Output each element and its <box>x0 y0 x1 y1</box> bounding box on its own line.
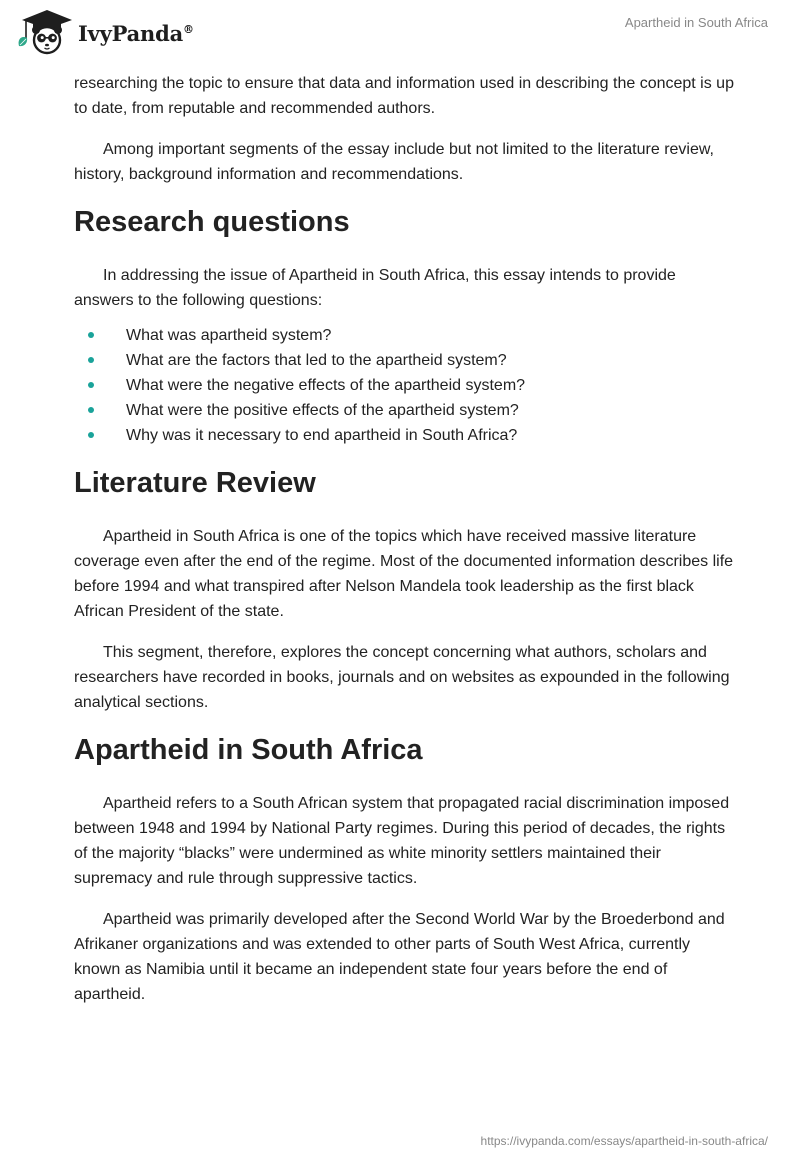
brand-name <box>78 21 194 46</box>
apartheid-paragraph-2: Apartheid was primarily developed after the Second World War by the Broederbond and Afrikaner organizations and was extended to other parts of South West Africa, currently known as Namibia until it became an independent state four years before the end of apartheid. <box>74 911 725 1003</box>
list-item-text: What were the positive effects of the apartheid system? <box>126 402 519 419</box>
source-url[interactable]: https://ivypanda.com/essays/apartheid-in-south-africa/ <box>480 1134 768 1148</box>
bullet-icon <box>88 382 94 388</box>
essay-content <box>74 71 734 1023</box>
running-title: Apartheid in South Africa <box>624 15 768 30</box>
list-item-text: Why was it necessary to end apartheid in South Africa? <box>126 427 518 444</box>
bullet-icon <box>88 332 94 338</box>
literature-review-heading: Literature Review <box>74 467 316 499</box>
bullet-icon <box>88 432 94 438</box>
list-item <box>74 423 734 448</box>
intro-paragraph-2: Among important segments of the essay include but not limited to the literature review, history, background information and recommendations. <box>74 141 714 183</box>
research-questions-heading: Research questions <box>74 206 350 238</box>
bullet-icon <box>88 407 94 413</box>
brand-name-text: IvyPanda <box>78 20 184 46</box>
bullet-icon <box>88 357 94 363</box>
list-item <box>74 348 734 373</box>
panda-graduate-icon <box>14 8 76 56</box>
list-item-text: What were the negative effects of the apartheid system? <box>126 377 526 394</box>
literature-review-paragraph-1: Apartheid in South Africa is one of the topics which have received massive literature coverage even after the end of the regime. Most of the documented information describes life before 1994 and what transpired after Nelson Mandela took leadership as the first black African President of the state. <box>74 528 734 620</box>
list-item-text: What are the factors that led to the apartheid system? <box>126 352 507 369</box>
list-item-text: What was apartheid system? <box>126 327 332 344</box>
intro-paragraph-1: researching the topic to ensure that data and information used in describing the concept is up to date, from reputable and recommended authors. <box>74 75 734 117</box>
list-item <box>74 373 734 398</box>
apartheid-section-heading: Apartheid in South Africa <box>74 734 423 766</box>
registered-mark: ® <box>183 22 194 36</box>
literature-review-paragraph-2: This segment, therefore, explores the concept concerning what authors, scholars and researchers have recorded in books, journals and on websites as expounded in the following analytical sections. <box>74 644 730 711</box>
list-item <box>74 398 734 423</box>
apartheid-paragraph-1: Apartheid refers to a South African system that propagated racial discrimination imposed between 1948 and 1994 by National Party regimes. During this period of decades, the rights of the majority “blacks” were undermined as white minority settlers maintained their supremacy and rule through suppressive tactics. <box>74 795 730 887</box>
list-item <box>74 323 734 348</box>
research-questions-list <box>74 323 734 448</box>
brand-logo[interactable] <box>14 8 194 56</box>
research-questions-intro: In addressing the issue of Apartheid in South Africa, this essay intends to provide answers to the following questions: <box>74 267 676 309</box>
page-header <box>0 0 800 64</box>
